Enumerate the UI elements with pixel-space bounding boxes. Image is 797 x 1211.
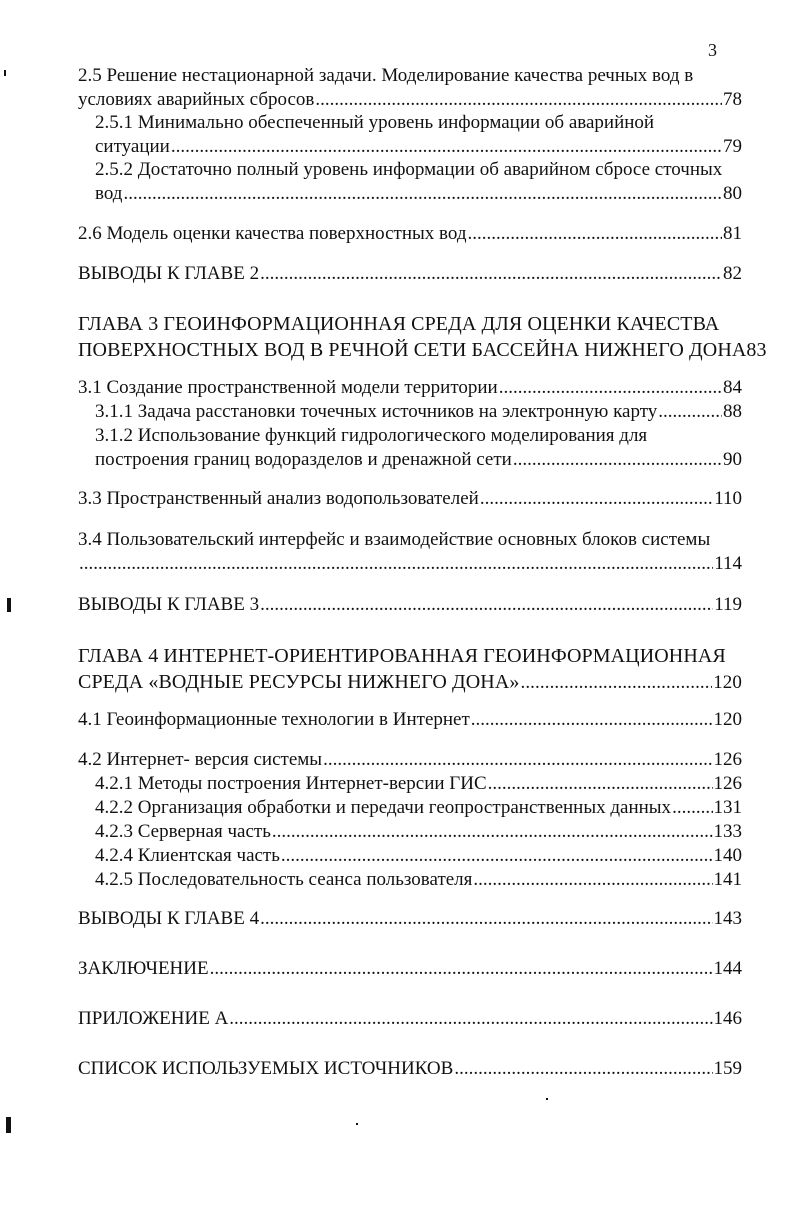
entry-text: 4.2.1 Методы построения Интернет-версии ГИС [95,773,487,794]
leader-dots [480,487,713,511]
entry-page: 141 [713,869,742,890]
margin-mark [6,1117,11,1133]
entry-text: вод [95,183,123,204]
entry-text: условиях аварийных сбросов [78,89,315,110]
entry-page: 79 [723,136,742,157]
leader-dots [171,135,722,159]
entry-text: 4.2.2 Организация обработки и передачи геопространственных данных [95,797,672,818]
toc-entry[interactable] [78,748,742,772]
toc-entry[interactable] [78,262,742,286]
entry-text: 4.2 Интернет- версия системы [78,749,323,770]
toc-entry[interactable] [95,400,742,424]
toc-entry[interactable] [95,796,742,820]
entry-text: 4.2.4 Клиентская часть [95,845,280,866]
toc-entry[interactable] [78,907,742,931]
toc-entry[interactable] [78,222,742,246]
toc-entry[interactable] [95,820,742,844]
entry-text: 4.1 Геоинформационные технологии в Интернет [78,709,470,730]
entry-text: СПИСОК ИСПОЛЬЗУЕМЫХ ИСТОЧНИКОВ [78,1058,454,1079]
leader-dots [79,552,713,576]
toc-entry[interactable] [78,1007,742,1031]
leader-dots [229,1007,712,1031]
entry-page: 144 [713,958,742,979]
entry-text: 3.1.1 Задача расстановки точечных источников на электронную карту [95,401,658,422]
entry-text: 2.5 Решение нестационарной задачи. Моделирование качества речных вод в [78,65,694,86]
entry-page: 90 [723,449,742,470]
toc-entry[interactable] [95,424,742,472]
entry-page: 88 [723,401,742,422]
toc-entry[interactable] [78,528,742,576]
leader-dots [260,262,722,286]
margin-mark [7,598,11,612]
entry-text: 2.6 Модель оценки качества поверхностных вод [78,223,467,244]
entry-text: СРЕДА «ВОДНЫЕ РЕСУРСЫ НИЖНЕГО ДОНА» [78,671,520,693]
entry-text: ВЫВОДЫ К ГЛАВЕ 4 [78,908,260,929]
entry-page: 120 [713,709,742,730]
toc-entry[interactable] [78,708,742,732]
scan-speck [546,1098,548,1100]
entry-text: ПОВЕРХНОСТНЫХ ВОД В РЕЧНОЙ СЕТИ БАССЕЙНА НИЖНЕГО ДОНА [78,339,747,361]
toc-entry[interactable] [95,868,742,892]
leader-dots [499,376,722,400]
entry-page: 126 [713,749,742,770]
entry-page: 82 [723,263,742,284]
toc-entry[interactable] [78,487,742,511]
entry-text: построения границ водоразделов и дренажной сети [95,449,512,470]
entry-page: 143 [713,908,742,929]
toc-entry[interactable] [78,1057,742,1081]
toc-entry[interactable] [78,376,742,400]
toc-entry[interactable] [95,111,742,159]
leader-dots [454,1057,712,1081]
entry-text: 3.1.2 Использование функций гидрологического моделирования для [95,425,648,446]
leader-dots [260,593,713,617]
leader-dots [520,670,712,696]
entry-page: 84 [723,377,742,398]
entry-text: 2.5.2 Достаточно полный уровень информации об аварийном сбросе сточных [95,159,723,180]
entry-page: 126 [713,773,742,794]
toc-chapter-entry[interactable] [78,311,767,363]
scan-speck [356,1123,358,1125]
entry-page: 114 [714,553,742,574]
entry-text: 3.3 Пространственный анализ водопользователей [78,488,479,509]
entry-page: 140 [713,845,742,866]
entry-page: 83 [746,339,767,361]
entry-text: 2.5.1 Минимально обеспеченный уровень информации об аварийной [95,112,655,133]
leader-dots [658,400,722,424]
entry-page: 81 [723,223,742,244]
entry-text: ВЫВОДЫ К ГЛАВЕ 2 [78,263,260,284]
toc-entry[interactable] [95,844,742,868]
entry-text: 3.1 Создание пространственной модели территории [78,377,498,398]
leader-dots [473,868,712,892]
leader-dots [210,957,713,981]
toc-chapter-entry[interactable] [78,643,742,696]
entry-text: ГЛАВА 3 ГЕОИНФОРМАЦИОННАЯ СРЕДА ДЛЯ ОЦЕНКИ КАЧЕСТВА [78,313,720,335]
entry-text: ВЫВОДЫ К ГЛАВЕ 3 [78,594,260,615]
leader-dots [260,907,712,931]
entry-page: 110 [714,488,742,509]
entry-page: 80 [723,183,742,204]
leader-dots [468,222,723,246]
leader-dots [123,182,722,206]
leader-dots [315,88,722,112]
entry-text: ситуации [95,136,170,157]
entry-page: 131 [713,797,742,818]
entry-text: ПРИЛОЖЕНИЕ А [78,1008,229,1029]
entry-page: 133 [713,821,742,842]
toc-entry[interactable] [78,957,742,981]
leader-dots [272,820,713,844]
entry-text: 4.2.3 Серверная часть [95,821,271,842]
entry-page: 119 [714,594,742,615]
toc-entry[interactable] [78,593,742,617]
leader-dots [281,844,713,868]
entry-text: ЗАКЛЮЧЕНИЕ [78,958,209,979]
entry-text: 4.2.5 Последовательность сеанса пользователя [95,869,473,890]
toc-entry[interactable] [95,158,742,206]
leader-dots [513,448,722,472]
margin-mark [4,70,6,76]
leader-dots [323,748,712,772]
leader-dots [672,796,712,820]
toc-entry[interactable] [95,772,742,796]
entry-text: ГЛАВА 4 ИНТЕРНЕТ-ОРИЕНТИРОВАННАЯ ГЕОИНФОРМАЦИОННАЯ [78,645,726,667]
entry-page: 120 [713,672,742,693]
leader-dots [488,772,713,796]
entry-text: 3.4 Пользовательский интерфейс и взаимодействие основных блоков системы [78,529,711,550]
entry-page: 159 [713,1058,742,1079]
page-number: 3 [708,40,717,60]
entry-page: 78 [723,89,742,110]
leader-dots [471,708,713,732]
entry-page: 146 [713,1008,742,1029]
toc-entry[interactable] [78,64,742,112]
